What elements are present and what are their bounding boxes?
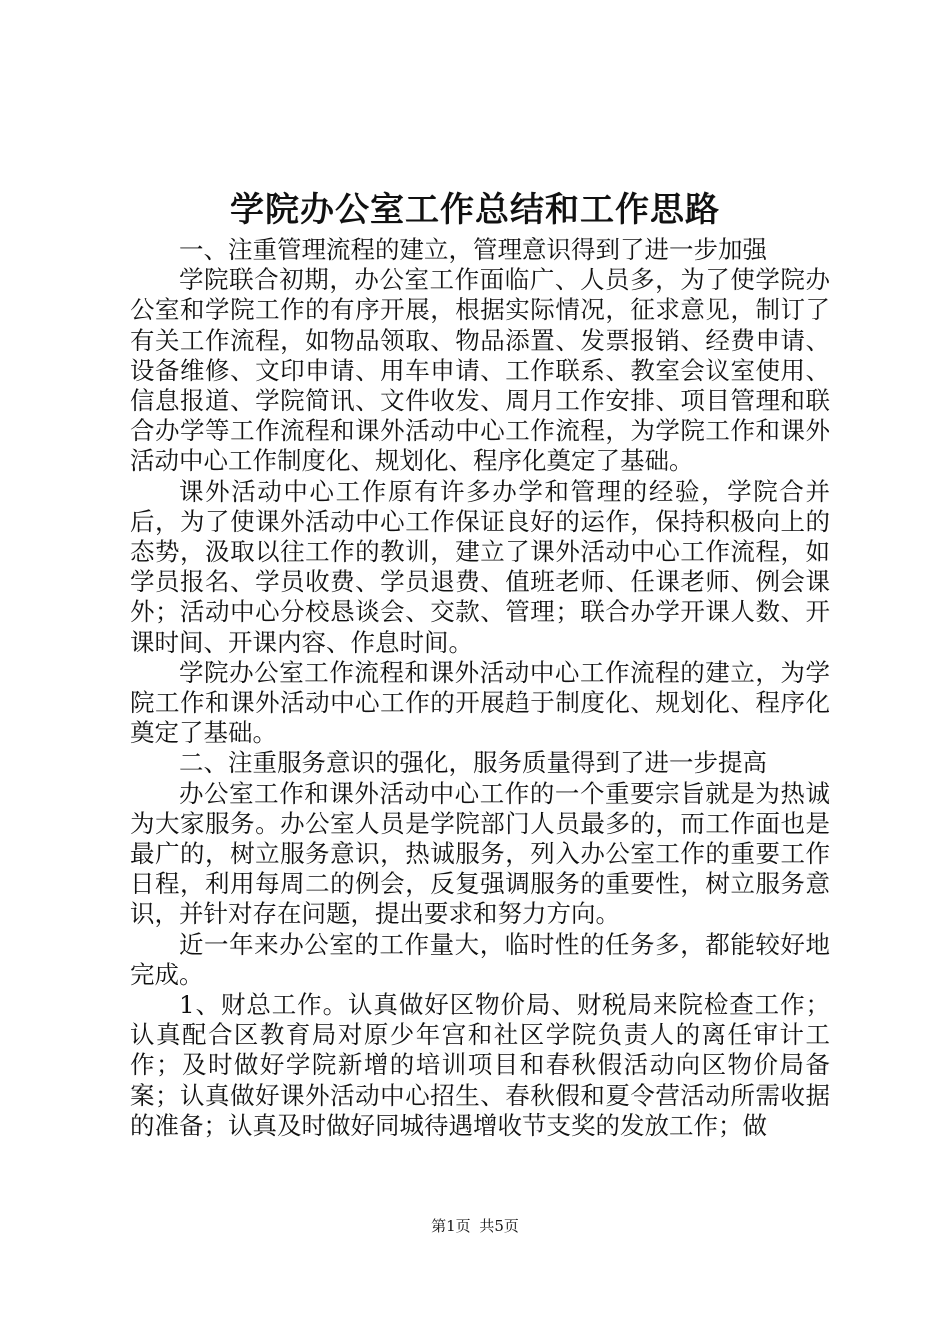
page-number: 第1页 [431, 1217, 471, 1235]
paragraph: 学院办公室工作流程和课外活动中心工作流程的建立，为学院工作和课外活动中心工作的开展趋于制度化、规划化、程序化奠定了基础。 [130, 657, 830, 748]
document-title: 学院办公室工作总结和工作思路 [230, 190, 720, 230]
section-heading-1: 一、注重管理流程的建立，管理意识得到了进一步加强 [179, 235, 767, 264]
page-total: 共5页 [479, 1217, 519, 1235]
section-heading-2: 二、注重服务意识的强化，服务质量得到了进一步提高 [179, 748, 767, 778]
paragraph: 办公室工作和课外活动中心工作的一个重要宗旨就是为热诚为大家服务。办公室人员是学院部门人员最多的，而工作面也是最广的，树立服务意识，热诚服务，列入办公室工作的重要工作日程，利用每周二的例会，反复强调服务的重要性，树立服务意识，并针对存在问题，提出要求和努力方向。 [130, 778, 830, 929]
paragraph: 课外活动中心工作原有许多办学和管理的经验，学院合并后，为了使课外活动中心工作保证良好的运作，保持积极向上的态势，汲取以往工作的教训，建立了课外活动中心工作流程，如学员报名、学员收费、学员退费、值班老师、任课老师、例会课外；活动中心分校恳谈会、交款、管理；联合办学开课人数、开课时间、开课内容、作息时间。 [130, 476, 830, 657]
paragraph: 近一年来办公室的工作量大，临时性的任务多，都能较好地完成。 [130, 929, 830, 989]
paragraph: 1、财总工作。认真做好区物价局、财税局来院检查工作；认真配合区教育局对原少年宫和社区学院负责人的离任审计工作；及时做好学院新增的培训项目和春秋假活动向区物价局备案；认真做好课外活动中心招生、春秋假和夏令营活动所需收据的准备；认真及时做好同城待遇增收节支奖的发放工作；做 [130, 990, 830, 1140]
page-footer [0, 1216, 950, 1236]
paragraph: 学院联合初期，办公室工作面临广、人员多，为了使学院办公室和学院工作的有序开展，根据实际情况，征求意见，制订了有关工作流程，如物品领取、物品添置、发票报销、经费申请、设备维修、文印申请、用车申请、工作联系、教室会议室使用、信息报道、学院简讯、文件收发、周月工作安排、项目管理和联合办学等工作流程和课外活动中心工作流程，为学院工作和课外活动中心工作制度化、规划化、程序化奠定了基础。 [130, 265, 830, 476]
document-body [130, 235, 830, 1141]
